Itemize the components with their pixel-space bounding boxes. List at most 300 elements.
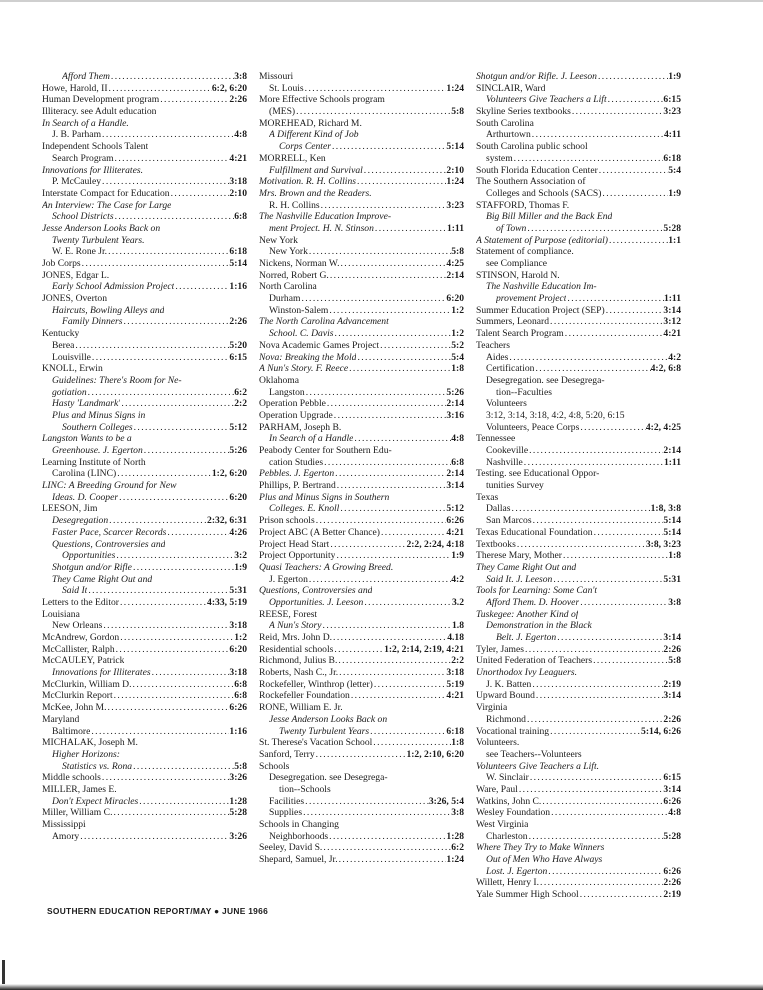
entry-text: Teachers bbox=[476, 339, 510, 351]
dot-leader bbox=[562, 550, 668, 562]
dot-leader bbox=[534, 363, 650, 375]
index-entry bbox=[259, 562, 464, 574]
index-entry bbox=[259, 726, 464, 738]
page-reference: 1:2 bbox=[451, 328, 464, 340]
entry-text: Langston bbox=[269, 386, 305, 398]
entry-text: They Came Right Out and bbox=[52, 573, 153, 585]
entry-text: Job Corps bbox=[42, 258, 81, 269]
dot-leader bbox=[353, 433, 451, 445]
index-entry bbox=[259, 574, 464, 586]
page-reference: 2:14 bbox=[446, 468, 464, 480]
index-entry bbox=[42, 702, 247, 714]
entry-text: Watkins, John C. bbox=[476, 795, 542, 807]
dot-leader bbox=[320, 200, 447, 212]
page-reference: 5:2 bbox=[451, 339, 464, 351]
entry-text: tunities Survey bbox=[486, 480, 544, 492]
dot-leader bbox=[535, 690, 664, 702]
page-reference: 1:24 bbox=[446, 854, 464, 866]
index-entry bbox=[42, 562, 247, 574]
index-entry bbox=[259, 819, 464, 831]
entry-text: ment Project. H. N. Stinson bbox=[269, 222, 374, 234]
index-entry bbox=[259, 305, 464, 317]
page-reference: 6:15 bbox=[229, 351, 247, 363]
page-reference: 2:14 bbox=[446, 269, 464, 281]
entry-text: Hasty 'Landmark' bbox=[52, 398, 121, 410]
entry-text: Nova Academic Games Project bbox=[259, 339, 380, 351]
page-reference: 3:12 bbox=[663, 316, 681, 328]
entry-text: (MES) bbox=[269, 106, 296, 118]
entry-text: In Search of a Handle. bbox=[42, 117, 129, 129]
entry-text: cation Studies bbox=[269, 456, 324, 468]
index-entry bbox=[476, 71, 681, 83]
entry-text: Desegregation. see Desegrega- bbox=[269, 772, 388, 784]
dot-leader bbox=[531, 679, 663, 691]
dot-leader bbox=[549, 726, 641, 738]
page-reference: 4:21 bbox=[229, 152, 247, 164]
page-reference: 1:24 bbox=[446, 82, 464, 94]
index-entry bbox=[259, 690, 464, 702]
entry-text: LEESON, Jim bbox=[42, 503, 98, 515]
dot-leader bbox=[528, 445, 663, 457]
dot-leader bbox=[331, 141, 446, 153]
index-entry bbox=[476, 235, 681, 247]
index-entry bbox=[42, 71, 247, 83]
dot-leader bbox=[143, 445, 230, 457]
entry-text: J. K. Batten bbox=[486, 678, 532, 690]
index-entry bbox=[476, 761, 681, 773]
dot-leader bbox=[334, 328, 452, 340]
page-reference: 1:2, 2:14, 2:19, 4:21 bbox=[384, 643, 464, 655]
entry-text: Motivation. R. H. Collins bbox=[259, 176, 357, 188]
entry-text: Volunteers Give Teachers a Lift bbox=[486, 94, 607, 106]
index-entry bbox=[476, 574, 681, 586]
page-reference: 1:2 bbox=[234, 632, 247, 643]
index-entry bbox=[42, 398, 247, 410]
dot-leader bbox=[607, 94, 664, 106]
index-entry bbox=[42, 539, 247, 551]
index-entry bbox=[476, 866, 681, 878]
dot-leader bbox=[119, 597, 207, 609]
page-reference: 6:26 bbox=[229, 702, 247, 714]
index-entry bbox=[259, 632, 464, 644]
entry-text: gotiation bbox=[52, 386, 87, 398]
entry-text: Arthurtown bbox=[486, 129, 531, 141]
entry-text: United Federation of Teachers bbox=[476, 655, 593, 667]
page-reference: 4:8 bbox=[234, 129, 247, 141]
entry-text: Certification bbox=[486, 363, 535, 375]
index-entry bbox=[476, 527, 681, 539]
dot-leader bbox=[74, 340, 229, 352]
index-entry bbox=[42, 749, 247, 761]
entry-text: McClurkin Report bbox=[42, 690, 113, 702]
index-entry bbox=[476, 375, 681, 387]
page-reference: 3:26, 5:4 bbox=[428, 795, 464, 807]
entry-text: Reid, Mrs. John D. bbox=[259, 632, 333, 643]
index-entry bbox=[476, 468, 681, 480]
entry-text: Plus and Minus Signs in bbox=[52, 409, 146, 421]
page-reference: 4:21 bbox=[446, 526, 464, 538]
index-entry bbox=[42, 515, 247, 527]
dot-leader bbox=[363, 597, 452, 609]
entry-text: Missouri bbox=[259, 71, 294, 82]
entry-text: Ware, Paul bbox=[476, 783, 518, 795]
page-reference: 4:26 bbox=[229, 526, 247, 538]
index-entry bbox=[42, 620, 247, 632]
entry-text: McClurkin, William D. bbox=[42, 678, 132, 690]
page-reference: 1:16 bbox=[229, 281, 247, 293]
index-entry bbox=[476, 293, 681, 305]
page-reference: 2:19 bbox=[663, 889, 681, 901]
entry-text: Berea bbox=[52, 339, 75, 351]
dot-leader bbox=[159, 94, 229, 106]
entry-text: Summers, Leonard bbox=[476, 316, 550, 328]
entry-text: New Orleans bbox=[52, 620, 103, 632]
index-entry bbox=[259, 679, 464, 691]
entry-text: Louisiana bbox=[42, 608, 80, 620]
entry-text: PARHAM, Joseph B. bbox=[259, 421, 342, 433]
entry-text: Mrs. Brown and the Readers. bbox=[259, 187, 372, 199]
entry-text: The Southern Association of bbox=[476, 176, 586, 188]
entry-text: Haircuts, Bowling Alleys and bbox=[52, 304, 165, 316]
index-entry bbox=[42, 223, 247, 235]
entry-text: Supplies bbox=[269, 807, 303, 819]
page-reference: 1:1 bbox=[668, 234, 681, 246]
index-entry bbox=[42, 597, 247, 609]
index-entry bbox=[476, 807, 681, 819]
page-reference: 1:2, 2:10, 6:20 bbox=[406, 748, 464, 760]
dot-leader bbox=[593, 527, 664, 539]
page-reference: 3:8 bbox=[668, 596, 681, 608]
dot-leader bbox=[151, 667, 230, 679]
page-reference: 5:19 bbox=[446, 678, 464, 690]
entry-text: Plus and Minus Signs in Southern bbox=[259, 491, 390, 503]
page-reference: 2:14 bbox=[663, 445, 681, 456]
dot-leader bbox=[334, 468, 446, 480]
index-entry bbox=[42, 807, 247, 819]
page-reference: 4:11 bbox=[663, 129, 681, 141]
page-reference: 4.18 bbox=[447, 632, 464, 643]
dot-leader bbox=[107, 246, 229, 258]
entry-text: School. C. Davis bbox=[269, 328, 334, 340]
page-reference: 6:15 bbox=[663, 94, 681, 106]
entry-text: Textbooks bbox=[476, 538, 516, 550]
entry-text: Aides bbox=[486, 351, 509, 363]
page-reference: 4:8 bbox=[668, 807, 681, 819]
page-reference: 3:14 bbox=[446, 480, 464, 492]
entry-text: West Virginia bbox=[476, 819, 529, 830]
dot-leader bbox=[115, 550, 234, 562]
page-reference: 6:2 bbox=[451, 842, 464, 854]
entry-text: Rockefeller, Winthrop (letter) bbox=[259, 678, 373, 690]
dot-leader bbox=[508, 352, 668, 364]
page-reference: 1:9 bbox=[451, 550, 464, 562]
entry-text: Wesley Foundation bbox=[476, 807, 551, 819]
index-entry bbox=[476, 305, 681, 317]
entry-text: Questions, Controversies and bbox=[52, 538, 166, 550]
dot-leader bbox=[374, 223, 447, 235]
index-entry bbox=[476, 714, 681, 726]
dot-leader bbox=[592, 655, 668, 667]
dot-leader bbox=[526, 714, 663, 726]
index-entry bbox=[476, 410, 681, 422]
entry-text: Family Dinners bbox=[62, 316, 123, 328]
entry-text: Interstate Compact for Education bbox=[42, 187, 170, 199]
dot-leader bbox=[380, 527, 446, 539]
index-entry bbox=[259, 550, 464, 562]
page-reference: 3:14 bbox=[663, 304, 681, 316]
index-entry bbox=[259, 71, 464, 83]
index-entry bbox=[259, 129, 464, 141]
index-entry bbox=[476, 877, 681, 889]
index-entry bbox=[476, 515, 681, 527]
page-reference: 2:2 bbox=[451, 655, 464, 667]
entry-text: McKee, John M. bbox=[42, 702, 107, 714]
entry-text: Facilities bbox=[269, 795, 305, 807]
index-entry bbox=[259, 667, 464, 679]
page-reference: 6:8 bbox=[451, 456, 464, 468]
page-reference: 6:8 bbox=[234, 678, 247, 690]
index-entry bbox=[476, 679, 681, 691]
index-entry bbox=[259, 492, 464, 504]
entry-text: Lost. J. Egerton bbox=[486, 865, 548, 877]
index-entry bbox=[476, 281, 681, 293]
dot-leader bbox=[308, 574, 451, 586]
page-reference: 3:14 bbox=[663, 632, 681, 643]
index-entry bbox=[42, 831, 247, 843]
page-reference: 2:26 bbox=[663, 713, 681, 725]
page-reference: 6:26 bbox=[663, 795, 681, 807]
index-entry bbox=[476, 737, 681, 749]
entry-text: Winston-Salem bbox=[269, 304, 329, 316]
page-reference: 5:26 bbox=[229, 445, 247, 456]
index-entry bbox=[476, 632, 681, 644]
dot-leader bbox=[338, 854, 447, 866]
page-reference: 5:26 bbox=[446, 386, 464, 398]
dot-leader bbox=[579, 889, 664, 901]
index-entry bbox=[259, 118, 464, 130]
index-entry bbox=[476, 597, 681, 609]
index-entry bbox=[259, 211, 464, 223]
entry-text: Demonstration in the Black bbox=[486, 620, 592, 632]
dot-leader bbox=[322, 842, 451, 854]
index-entry bbox=[259, 714, 464, 726]
page-reference: 5:8 bbox=[668, 655, 681, 667]
page-reference: 3:8 bbox=[234, 71, 247, 82]
index-entry bbox=[259, 246, 464, 258]
entry-text: Mississippi bbox=[42, 819, 86, 830]
entry-text: Yale Summer High School bbox=[476, 889, 579, 901]
entry-text: 3:12, 3:14, 3:18, 4:2, 4:8, 5:20, 6:15 bbox=[486, 409, 625, 421]
index-entry bbox=[476, 200, 681, 212]
index-entry bbox=[42, 363, 247, 375]
dot-leader bbox=[597, 71, 668, 83]
dot-leader bbox=[348, 363, 451, 375]
page-reference: 3:23 bbox=[446, 199, 464, 211]
entry-text: Langston Wants to be a bbox=[42, 433, 132, 445]
entry-text: Nickens, Norman W. bbox=[259, 258, 340, 269]
page-reference: 5:14, 6:26 bbox=[641, 725, 681, 737]
page-reference: 5:14 bbox=[446, 141, 464, 153]
entry-text: South Carolina public school bbox=[476, 141, 588, 153]
index-entry bbox=[42, 690, 247, 702]
entry-text: Nashville bbox=[486, 456, 523, 468]
index-entry bbox=[42, 667, 247, 679]
entry-text: Summer Education Project (SEP) bbox=[476, 304, 605, 316]
index-entry bbox=[476, 165, 681, 177]
entry-text: R. H. Collins bbox=[269, 199, 320, 211]
index-entry bbox=[259, 94, 464, 106]
entry-text: Schools in Changing bbox=[259, 819, 339, 830]
entry-text: Colleges and Schools (SACS) bbox=[486, 187, 602, 199]
dot-leader bbox=[132, 679, 235, 691]
page-reference: 4:25 bbox=[446, 258, 464, 269]
index-entry bbox=[42, 784, 247, 796]
index-entry bbox=[476, 387, 681, 399]
index-entry bbox=[42, 235, 247, 247]
index-entry bbox=[476, 749, 681, 761]
index-entry bbox=[259, 83, 464, 95]
entry-text: Tools for Learning: Some Can't bbox=[476, 585, 598, 597]
page-reference: 5:8 bbox=[451, 246, 464, 258]
index-entry bbox=[42, 258, 247, 270]
entry-text: Virginia bbox=[476, 702, 508, 714]
dot-leader bbox=[338, 667, 446, 679]
index-entry bbox=[259, 585, 464, 597]
entry-text: Twenty Turbulent Years bbox=[279, 725, 370, 737]
dot-leader bbox=[133, 422, 230, 434]
dot-leader bbox=[516, 539, 646, 551]
index-entry bbox=[259, 457, 464, 469]
index-entry bbox=[259, 854, 464, 866]
dot-leader bbox=[304, 796, 429, 808]
entry-text: RONE, William E. Jr. bbox=[259, 702, 343, 714]
entry-text: In Search of a Handle bbox=[269, 433, 354, 445]
entry-text: Afford Them. D. Hoover bbox=[486, 596, 580, 608]
page-reference: 2:19 bbox=[663, 678, 681, 690]
index-entry bbox=[42, 188, 247, 200]
page-reference: 2:10 bbox=[446, 164, 464, 176]
index-entry bbox=[42, 176, 247, 188]
entry-text: MORRELL, Ken bbox=[259, 152, 326, 164]
entry-text: tion--Schools bbox=[279, 783, 331, 795]
dot-leader bbox=[379, 340, 451, 352]
dot-leader bbox=[339, 503, 446, 515]
index-entry bbox=[42, 293, 247, 305]
dot-leader bbox=[333, 410, 447, 422]
index-entry bbox=[42, 141, 247, 153]
index-column-3 bbox=[476, 71, 681, 901]
dot-leader bbox=[101, 176, 229, 188]
index-entry bbox=[476, 340, 681, 352]
entry-text: Jesse Anderson Looks Back on bbox=[269, 713, 388, 725]
entry-text: Durham bbox=[269, 293, 301, 305]
page-reference: 6:8 bbox=[234, 690, 247, 702]
index-entry bbox=[476, 796, 681, 808]
entry-text: W. Sinclair bbox=[486, 772, 529, 784]
entry-text: The North Carolina Advancement bbox=[259, 316, 389, 328]
dot-leader bbox=[329, 539, 406, 551]
entry-text: New York bbox=[259, 234, 298, 246]
index-entry bbox=[42, 129, 247, 141]
page-reference: 1:8 bbox=[668, 550, 681, 562]
dot-leader bbox=[101, 772, 230, 784]
index-entry bbox=[42, 153, 247, 165]
index-entry bbox=[259, 316, 464, 328]
index-entry bbox=[42, 714, 247, 726]
index-entry bbox=[476, 422, 681, 434]
entry-text: of Town bbox=[496, 222, 527, 234]
entry-text: Where They Try to Make Winners bbox=[476, 842, 605, 854]
page-reference: 3:18 bbox=[229, 176, 247, 188]
index-entry bbox=[476, 480, 681, 492]
entry-text: see Compliance bbox=[486, 258, 548, 269]
index-entry bbox=[259, 761, 464, 773]
index-entry bbox=[476, 492, 681, 504]
index-entry bbox=[476, 726, 681, 738]
index-entry bbox=[42, 819, 247, 831]
dot-leader bbox=[304, 83, 447, 95]
index-entry bbox=[42, 165, 247, 177]
dot-leader bbox=[102, 620, 229, 632]
entry-text: Said It bbox=[62, 585, 88, 597]
page-reference: 6:26 bbox=[663, 865, 681, 877]
index-entry bbox=[42, 737, 247, 749]
dot-leader bbox=[115, 644, 230, 656]
index-entry bbox=[42, 527, 247, 539]
entry-text: An Interview: The Case for Large bbox=[42, 199, 172, 211]
entry-text: Faster Pace, Scarcer Records bbox=[52, 526, 167, 538]
entry-text: Twenty Turbulent Years. bbox=[52, 234, 145, 246]
index-entry bbox=[259, 340, 464, 352]
index-entry bbox=[476, 211, 681, 223]
page-reference: 1:9 bbox=[668, 71, 681, 82]
entry-text: MILLER, James E. bbox=[42, 783, 117, 795]
page-reference: 6:20 bbox=[229, 643, 247, 655]
index-entry bbox=[42, 270, 247, 282]
entry-text: The Nashville Education Improve- bbox=[259, 211, 392, 223]
entry-text: Prison schools bbox=[259, 515, 315, 527]
page-reference: 1:24 bbox=[446, 176, 464, 188]
entry-text: Ideas. D. Cooper bbox=[52, 491, 119, 503]
entry-text: School Districts bbox=[52, 211, 114, 223]
index-entry bbox=[476, 433, 681, 445]
page-reference: 4:33, 5:19 bbox=[207, 596, 247, 608]
dot-leader bbox=[372, 737, 451, 749]
page-reference: 5:14 bbox=[663, 515, 681, 527]
entry-text: Baltimore bbox=[52, 725, 91, 737]
entry-text: Phillips, P. Bertrand bbox=[259, 480, 336, 492]
page-reference: 1:8 bbox=[451, 737, 464, 749]
entry-text: Innovations for Illiterates bbox=[52, 667, 151, 679]
page-reference: 1:28 bbox=[446, 830, 464, 842]
entry-text: Sanford, Terry bbox=[259, 748, 315, 760]
index-entry bbox=[476, 539, 681, 551]
dot-leader bbox=[302, 807, 451, 819]
index-entry bbox=[259, 807, 464, 819]
dot-leader bbox=[328, 305, 451, 317]
dot-leader bbox=[601, 188, 668, 200]
index-entry bbox=[476, 585, 681, 597]
entry-text: KNOLL, Erwin bbox=[42, 363, 103, 375]
dot-leader bbox=[350, 690, 447, 702]
index-entry bbox=[476, 644, 681, 656]
index-entry bbox=[476, 83, 681, 95]
entry-text: SINCLAIR, Ward bbox=[476, 82, 546, 94]
index-entry bbox=[42, 328, 247, 340]
entry-text: LINC: A Breeding Ground for New bbox=[42, 480, 177, 492]
entry-text: STAFFORD, Thomas F. bbox=[476, 199, 570, 211]
dot-leader bbox=[322, 620, 452, 632]
